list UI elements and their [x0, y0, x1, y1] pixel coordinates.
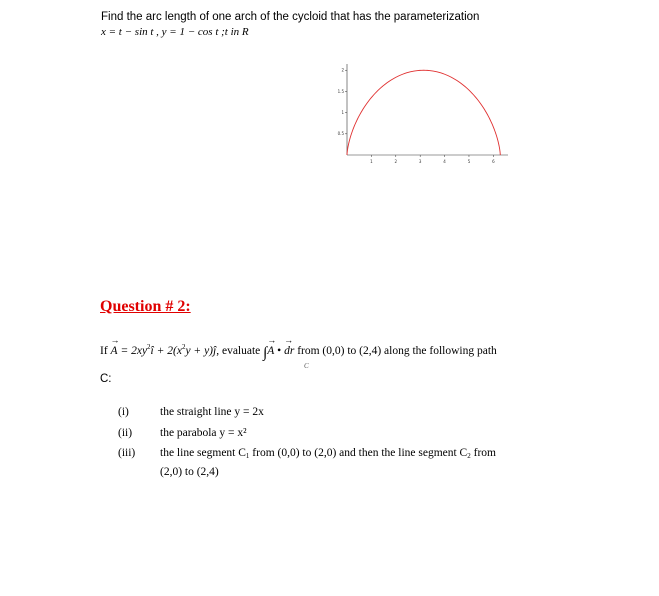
x-tick-label: 1: [370, 159, 373, 164]
j-hat: ĵ: [213, 345, 217, 357]
part-label: (iii): [118, 447, 136, 459]
part-text: the straight line y = 2x: [160, 406, 264, 418]
cycloid-plot: [334, 60, 510, 164]
y-tick-label: 1.5: [337, 88, 344, 94]
evaluate-word: , evaluate: [216, 345, 261, 357]
y-tick-label: 2: [341, 67, 344, 73]
x-tick-label: 6: [492, 159, 495, 164]
A-component-2: + 2(x: [153, 345, 182, 357]
x-tick-label: 2: [394, 159, 398, 164]
question2-statement: $If \to A = 2xy^2î + 2(x^2y$ + y)ĵ, evaluate ∫→ A • → dr from (0,0) to (2,4) along the following path: [100, 343, 497, 362]
integrand-A: → A: [267, 345, 274, 357]
question2-heading: Question # 2:: [100, 298, 191, 315]
cycloid-parameterization: x = t − sin t , y = 1 − cos t ;t in R: [101, 26, 249, 38]
integral-sign: ∫: [263, 345, 268, 361]
part-label: (ii): [118, 427, 133, 439]
x-tick-label: 5: [467, 159, 471, 164]
if-label: If: [100, 345, 108, 357]
A-component-1: = 2xy: [120, 345, 148, 357]
cycloid-curve: [347, 70, 500, 155]
part-text: the line segment $C_1$ from (0,0) to (2,0) and then the line segment $C_2$ from: [160, 447, 496, 460]
part-text-continued: (2,0) to (2,4): [160, 466, 219, 478]
dot-operator: •: [274, 345, 285, 357]
contour-label: C: [304, 362, 309, 370]
i-hat: î: [150, 345, 154, 357]
dr-vector: → dr: [284, 345, 294, 357]
part-text: the parabola y = x²: [160, 427, 247, 439]
A-component-3: y + y): [185, 345, 214, 357]
x-tick-label: 3: [418, 159, 422, 164]
problem1-statement: Find the arc length of one arch of the cycloid that has the parameterization: [101, 11, 480, 23]
part-label: (i): [118, 406, 129, 418]
x-tick-label: 4: [443, 159, 446, 164]
vector-A: → A: [111, 345, 118, 357]
y-tick-label: 0.5: [337, 131, 344, 137]
from-to-text: from (0,0) to (2,4) along the following path: [297, 345, 497, 357]
c-label: C:: [100, 373, 112, 385]
y-tick-label: 1: [341, 110, 344, 116]
